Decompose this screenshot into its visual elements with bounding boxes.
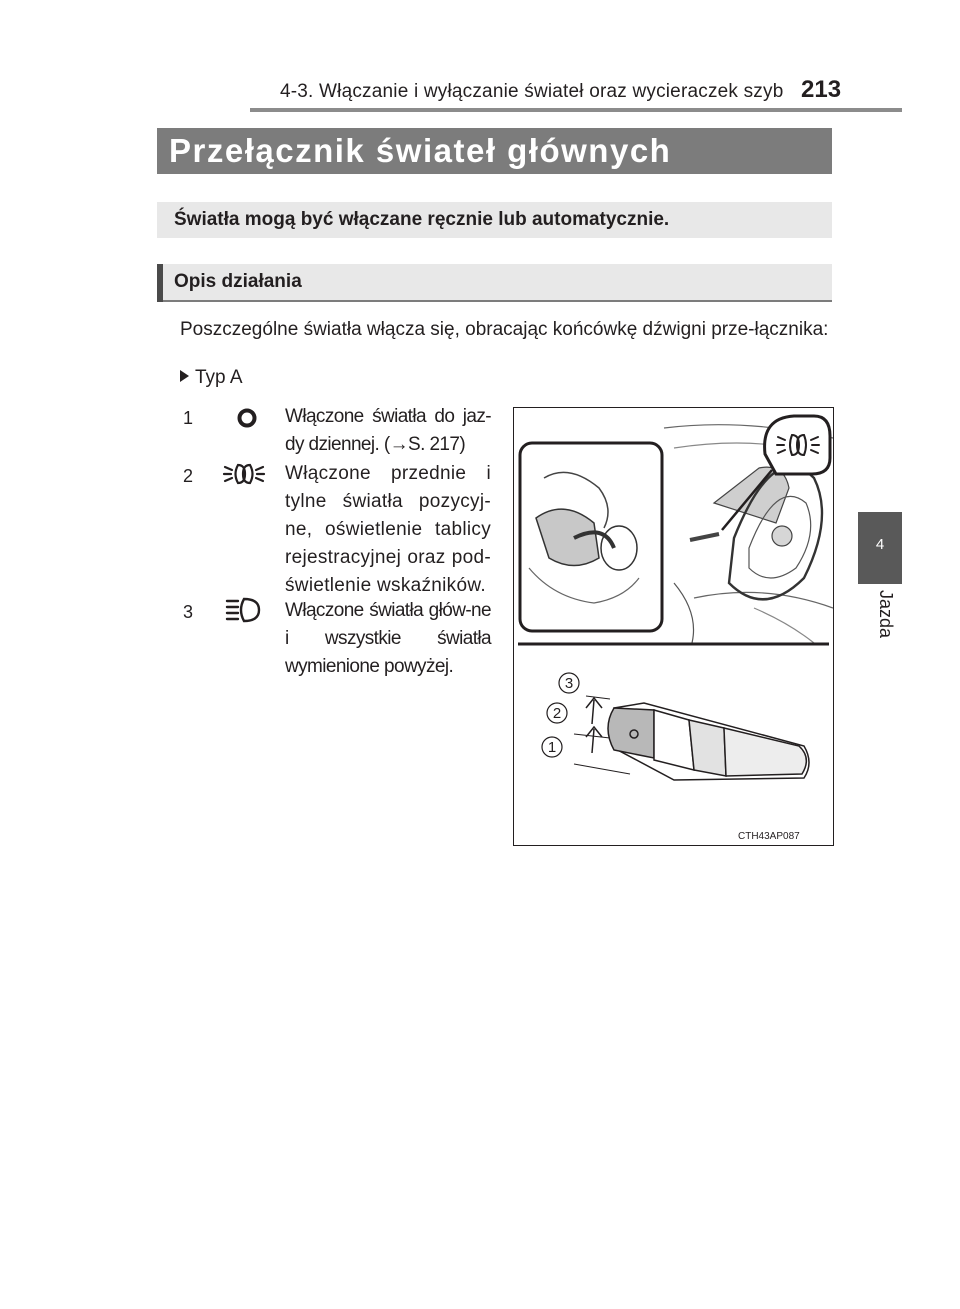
subtitle-bar [157, 202, 832, 238]
section-header-title: 4-3. Włączanie i wyłączanie świateł oraz wycieraczek szyb [280, 81, 784, 102]
triangle-bullet-icon [180, 370, 189, 382]
callout-label-3: 3 [564, 675, 574, 692]
chapter-tab [858, 512, 902, 584]
illustration-frame [513, 407, 834, 846]
position-lights-icon [222, 461, 266, 487]
callout-label-1: 1 [547, 739, 557, 756]
headlight-icon [224, 596, 262, 624]
type-label-text: Typ A [195, 367, 243, 388]
intro-paragraph: Poszczególne światła włącza się, obracając końcówkę dźwigni prze-łącznika: [180, 319, 829, 340]
chapter-number: 4 [875, 536, 885, 553]
headlight-switch-illustration [514, 408, 833, 845]
item-number-3: 3 [183, 602, 194, 622]
page-title: Przełącznik świateł głównych [169, 132, 672, 169]
item-description-1: Włączone światła do jaz-dy dziennej. (→S. 217) [285, 406, 491, 455]
drl-icon [236, 407, 258, 429]
item-number-2: 2 [183, 466, 194, 486]
item-number-1: 1 [183, 408, 194, 428]
section-heading-bar [157, 264, 832, 302]
hand-inset [520, 443, 662, 631]
subtitle: Światła mogą być włączane ręcznie lub automatycznie. [174, 209, 670, 230]
page-title-bar [157, 128, 832, 174]
callout-label-2: 2 [552, 705, 562, 722]
section-heading: Opis działania [174, 271, 302, 292]
header-divider [250, 108, 902, 112]
item-description-2: Włączone przednie i tylne światła pozycyj-ne, oświetlenie tablicy rejestracyjnej oraz pod-świetlenie wskaźników. [285, 463, 491, 596]
chapter-label [870, 590, 894, 650]
chapter-name: Jazda [876, 590, 896, 639]
item-description-3: Włączone światła głów-ne i wszystkie światła wymienione powyżej. [285, 600, 491, 677]
type-label [180, 367, 243, 389]
illustration-code: CTH43AP087 [738, 831, 800, 842]
section-accent [157, 264, 163, 302]
page-number: 213 [801, 76, 842, 103]
stalk-closeup [574, 696, 809, 780]
